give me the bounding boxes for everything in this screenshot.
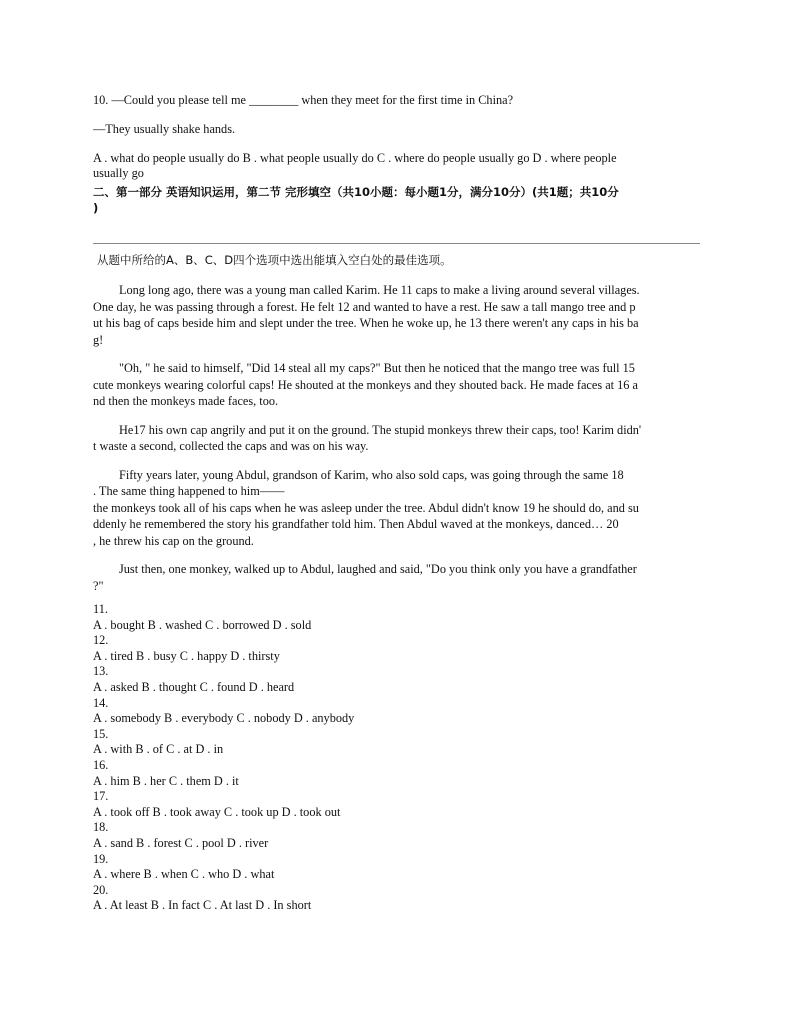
- passage-paragraph: [93, 422, 700, 455]
- question-number: 12.: [93, 633, 109, 648]
- question-10: [93, 93, 703, 181]
- passage-paragraph: [93, 561, 700, 594]
- question-number: 17.: [93, 789, 109, 804]
- section-heading: [93, 184, 703, 216]
- question-number: 11.: [93, 602, 108, 616]
- question-10-stem: 10. —Could you please tell me ________ when they meet for the first time in China?: [93, 93, 514, 107]
- passage-line: ?": [93, 578, 104, 593]
- passage-paragraph: [93, 282, 700, 348]
- passage-line: ddenly he remembered the story his grandfather told him. Then Abdul waved at the monkeys, danced… 20: [93, 517, 619, 531]
- passage-line: Just then, one monkey, walked up to Abdul, laughed and said, "Do you think only you have a grandfather: [119, 562, 637, 576]
- instruction-text: 从题中所给的A、B、C、D四个选项中选出能填入空白处的最佳选项。: [97, 253, 452, 267]
- passage-line: ut his bag of caps beside him and slept under the tree. When he woke up, he 13 there weren't any caps in his ba: [93, 316, 639, 330]
- passage-line: One day, he was passing through a forest. He felt 12 and wanted to have a rest. He saw a tall mango tree and p: [93, 299, 636, 314]
- question-number: 18.: [93, 820, 109, 835]
- question-options: A . tired B . busy C . happy D . thirsty: [93, 648, 280, 663]
- passage-line: Long long ago, there was a young man called Karim. He 11 caps to make a living around several villages.: [119, 283, 640, 297]
- section-divider: [93, 243, 700, 244]
- passage-line: . The same thing happened to him——: [93, 484, 285, 498]
- passage-line: He17 his own cap angrily and put it on the ground. The stupid monkeys threw their caps, too! Karim didn': [119, 422, 642, 437]
- passage-line: t waste a second, collected the caps and was on his way.: [93, 439, 369, 453]
- question-number: 16.: [93, 757, 109, 772]
- question-number: 14.: [93, 695, 109, 710]
- question-10-response: —They usually shake hands.: [93, 122, 236, 136]
- question-10-options-line2: usually go: [93, 166, 144, 180]
- passage-line: , he threw his cap on the ground.: [93, 533, 254, 548]
- question-10-options-line1: A . what do people usually do B . what people usually do C . where do people usually go D . where people: [93, 151, 617, 165]
- question-options: A . somebody B . everybody C . nobody D . anybody: [93, 711, 355, 726]
- passage-paragraph: [93, 360, 700, 410]
- question-options: A . where B . when C . who D . what: [93, 867, 275, 882]
- section-heading-line1: 二、第一部分 英语知识运用，第二节 完形填空（共10小题：每小题1分，满分10分）(共1题；共10分: [93, 185, 619, 199]
- passage-line: nd then the monkeys made faces, too.: [93, 394, 279, 408]
- passage-line: Fifty years later, young Abdul, grandson of Karim, who also sold caps, was going through the same 18: [119, 467, 624, 482]
- question-options: A . with B . of C . at D . in: [93, 742, 224, 757]
- passage-line: the monkeys took all of his caps when he was asleep under the tree. Abdul didn't know 19 he should do, and su: [93, 500, 639, 515]
- question-number: 20.: [93, 882, 109, 897]
- question-number: 15.: [93, 726, 109, 741]
- passage-paragraph: [93, 467, 700, 550]
- cloze-passage: [93, 282, 700, 606]
- question-options: A . sand B . forest C . pool D . river: [93, 835, 269, 850]
- passage-line: g!: [93, 332, 104, 347]
- question-options: A . asked B . thought C . found D . heard: [93, 679, 295, 694]
- passage-line: "Oh, " he said to himself, "Did 14 steal all my caps?" But then he noticed that the mango tree was full 15: [119, 361, 635, 375]
- question-options: A . took off B . took away C . took up D . took out: [93, 804, 341, 819]
- question-10-options: [93, 151, 703, 181]
- passage-line: cute monkeys wearing colorful caps! He shouted at the monkeys and they shouted back. He made faces at 16 a: [93, 377, 638, 392]
- question-options: A . him B . her C . them D . it: [93, 773, 239, 788]
- section-heading-line2: ): [93, 201, 99, 215]
- question-options: A . At least B . In fact C . At last D . In short: [93, 898, 312, 913]
- question-options: A . bought B . washed C . borrowed D . sold: [93, 617, 312, 632]
- question-number: 13.: [93, 664, 109, 679]
- cloze-questions: [93, 602, 693, 914]
- question-number: 19.: [93, 851, 109, 866]
